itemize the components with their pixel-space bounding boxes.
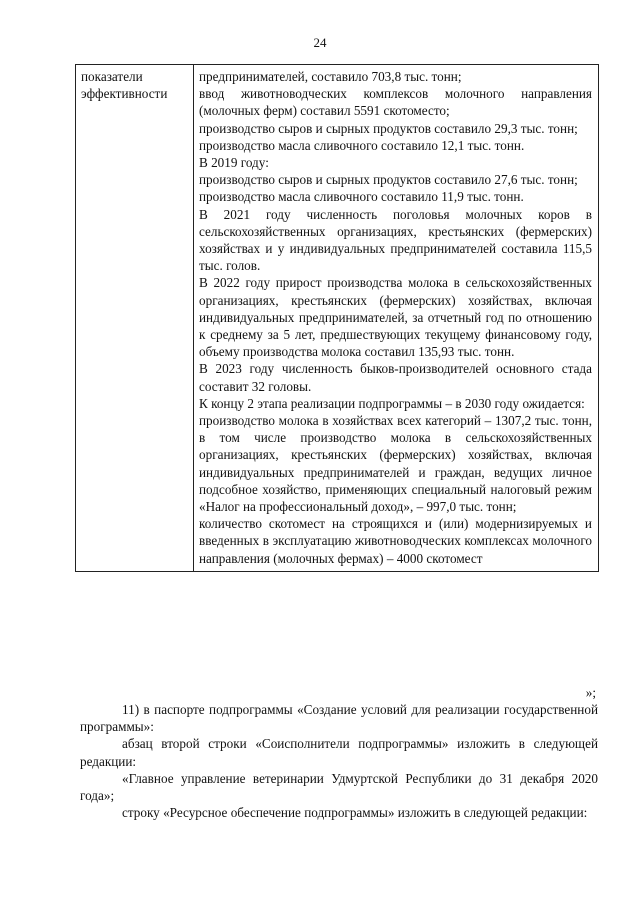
row-label: показатели эффективности: [76, 65, 194, 572]
content-line: производство сыров и сырных продуктов составило 29,3 тыс. тонн;: [199, 120, 578, 136]
content-line: производство масла сливочного составило 11,9 тыс. тонн.: [199, 189, 524, 205]
content-line: количество скотомест на строящихся и (или) модернизируемых и введенных в эксплуатацию животноводческих комплексах молочного направления (молочных фермах) – 4000 скотомест: [199, 516, 592, 566]
table-row: [76, 65, 599, 572]
content-line: В 2023 году численность быков-производителей основного стада составит 32 головы.: [199, 361, 592, 394]
row-content: [194, 65, 599, 572]
content-line: К концу 2 этапа реализации подпрограммы – в 2030 году ожидается:: [199, 395, 585, 411]
amendment-paragraph: «Главное управление ветеринарии Удмуртской Республики до 31 декабря 2020 года»;: [80, 770, 598, 804]
content-line: производство молока в хозяйствах всех категорий – 1307,2 тыс. тонн, в том числе производство молока в сельскохозяйственных организациях, крестьянских (фермерских) хозяйствах, включая индивидуальных предпринимателей и граждан, ведущих личное подсобное хозяйство, применяющих специальный налоговый режим «Налог на профессиональный доход», – 997,0 тыс. тонн;: [199, 413, 592, 515]
content-line: В 2022 году прирост производства молока в сельскохозяйственных организациях, крестьянских (фермерских) хозяйствах, включая индивидуальных предпринимателей, за отчетный год по отношению к среднему за 5 лет, предшествующих текущему финансовому году, объему производства молока составил 135,93 тыс. тонн.: [199, 275, 592, 360]
closing-quote-mark: »;: [585, 685, 596, 700]
amendment-paragraph: абзац второй строки «Соисполнители подпрограммы» изложить в следующей редакции:: [80, 736, 598, 769]
amendment-paragraph: строку «Ресурсное обеспечение подпрограммы» изложить в следующей редакции:: [122, 805, 588, 821]
page-number: 24: [313, 35, 327, 50]
content-line: производство сыров и сырных продуктов составило 27,6 тыс. тонн;: [199, 172, 578, 188]
content-line: ввод животноводческих комплексов молочного направления (молочных ферм) составил 5591 скотоместо;: [199, 86, 592, 119]
content-line: В 2019 году:: [199, 155, 269, 171]
content-line: В 2021 году численность поголовья молочных коров в сельскохозяйственных организациях, крестьянских (фермерских) хозяйствах и у индивидуальных предпринимателей составила 115,5 тыс. голов.: [199, 206, 592, 274]
passport-table: [75, 64, 599, 572]
amendment-paragraph: 11) в паспорте подпрограммы «Создание условий для реализации государственной программы»:: [80, 702, 598, 735]
amendment-text: [80, 701, 598, 821]
content-line: предпринимателей, составило 703,8 тыс. тонн;: [199, 69, 462, 84]
content-line: производство масла сливочного составило 12,1 тыс. тонн.: [199, 137, 525, 153]
